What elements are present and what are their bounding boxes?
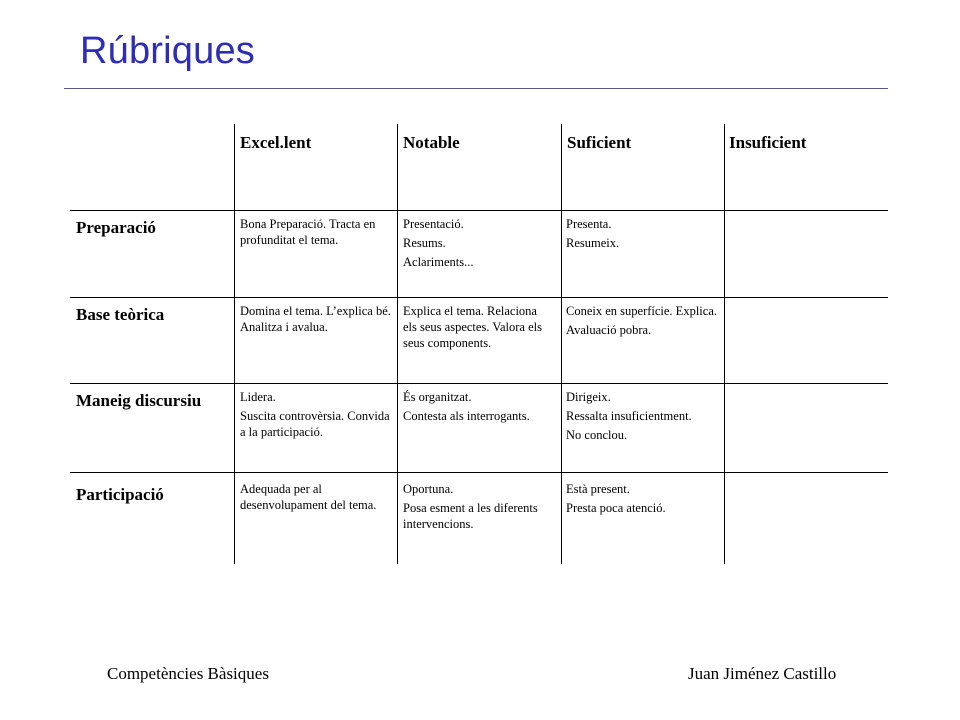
- cell-participacio-notable: [403, 481, 555, 535]
- cell-maneig-sufficient: [566, 389, 706, 446]
- cell-line: Explica el tema. Relaciona els seus aspectes. Valora els seus components.: [403, 304, 542, 350]
- cell-line: Adequada per al desenvolupament del tema.: [240, 482, 377, 512]
- cell-line: Ressalta insuficientment.: [566, 409, 692, 423]
- column-divider: [561, 124, 562, 564]
- column-divider: [234, 124, 235, 564]
- column-header-sufficient: Suficient: [567, 133, 632, 152]
- column-divider: [724, 124, 725, 564]
- cell-line: Aclariments...: [403, 255, 474, 269]
- cell-base-teorica-notable: [403, 303, 543, 354]
- cell-line: Avaluació pobra.: [566, 323, 652, 337]
- row-divider: [70, 472, 888, 473]
- row-label-preparacio: Preparació: [76, 218, 156, 237]
- cell-line: Bona Preparació. Tracta en profunditat el tema.: [240, 217, 376, 247]
- title-divider: [64, 88, 888, 89]
- row-divider: [70, 383, 888, 384]
- footer-author: Juan Jiménez Castillo: [688, 664, 837, 683]
- cell-line: Suscita controvèrsia. Convida a la participació.: [240, 409, 390, 439]
- cell-base-teorica-excellent: [240, 303, 392, 338]
- column-divider: [397, 124, 398, 564]
- cell-line: No conclou.: [566, 428, 628, 442]
- row-divider: [70, 210, 888, 211]
- cell-participacio-excellent: [240, 481, 385, 516]
- cell-line: Presentació.: [403, 217, 464, 231]
- column-header-notable: Notable: [403, 133, 460, 152]
- column-header-excellent: Excel.lent: [240, 133, 312, 152]
- cell-line: Està present.: [566, 482, 630, 496]
- row-label-participacio: Participació: [76, 485, 164, 504]
- cell-line: Coneix en superfície. Explica.: [566, 304, 717, 318]
- cell-preparacio-sufficient: [566, 216, 718, 254]
- cell-line: Presenta.: [566, 217, 612, 231]
- cell-line: Domina el tema. L’explica bé. Analitza i avalua.: [240, 304, 391, 334]
- cell-participacio-sufficient: [566, 481, 718, 519]
- cell-line: Oportuna.: [403, 482, 454, 496]
- cell-maneig-notable: [403, 389, 543, 427]
- cell-preparacio-excellent: [240, 216, 392, 251]
- cell-line: Contesta als interrogants.: [403, 409, 530, 423]
- row-label-base-teorica: Base teòrica: [76, 305, 165, 324]
- cell-maneig-excellent: [240, 389, 390, 443]
- cell-base-teorica-sufficient: [566, 303, 718, 341]
- cell-line: Dirigeix.: [566, 390, 611, 404]
- cell-preparacio-notable: [403, 216, 555, 273]
- row-label-maneig-discursiu: Maneig discursiu: [76, 391, 202, 410]
- cell-line: És organitzat.: [403, 390, 472, 404]
- cell-line: Posa esment a les diferents intervencions.: [403, 501, 538, 531]
- cell-line: Presta poca atenció.: [566, 501, 666, 515]
- cell-line: Resums.: [403, 236, 446, 250]
- cell-line: Lidera.: [240, 390, 276, 404]
- row-divider: [70, 297, 888, 298]
- footer-course: Competències Bàsiques: [107, 664, 269, 683]
- column-header-insufficient: Insuficient: [729, 133, 807, 152]
- slide-title: Rúbriques: [80, 30, 256, 72]
- cell-line: Resumeix.: [566, 236, 620, 250]
